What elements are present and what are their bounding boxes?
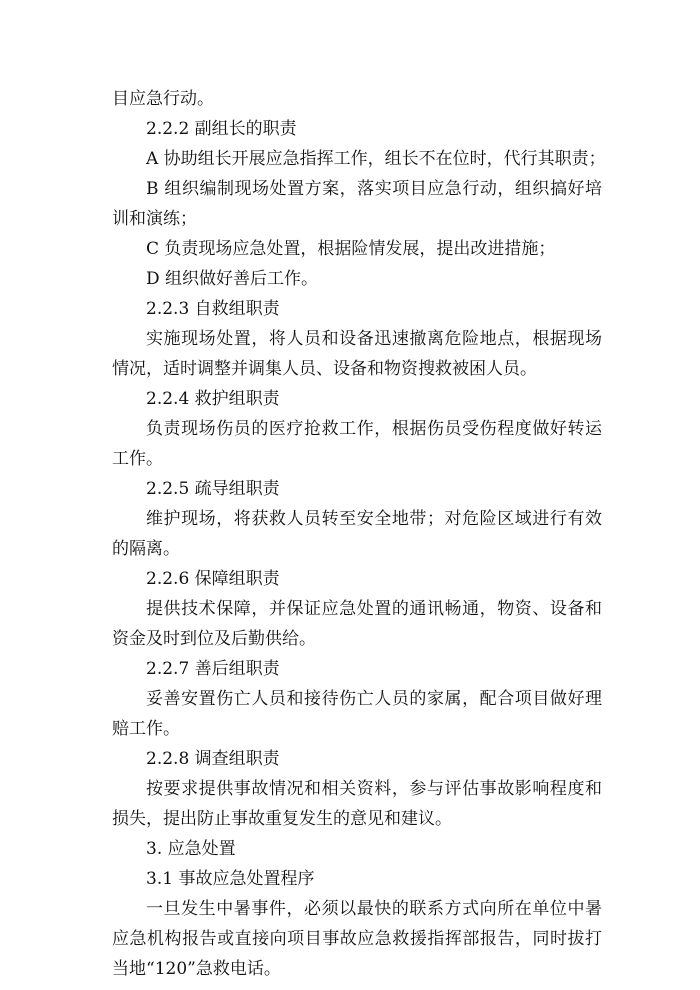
text-line: 实施现场处置，将人员和设备迅速撤离危险地点，根据现场 xyxy=(146,329,602,349)
text-line: 负责现场伤员的医疗抢救工作，根据伤员受伤程度做好转运 xyxy=(146,419,602,439)
text-line: 训和演练； xyxy=(112,209,197,229)
section-heading: 3.1 事故应急处置程序 xyxy=(146,869,315,889)
section-heading: 2.2.6 保障组职责 xyxy=(146,569,280,589)
text-line: C 负责现场应急处置，根据险情发展，提出改进措施； xyxy=(146,239,556,259)
text-line: 目应急行动。 xyxy=(112,89,214,109)
section-heading: 2.2.5 疏导组职责 xyxy=(146,479,280,499)
text-line: 情况，适时调整并调集人员、设备和物资搜救被困人员。 xyxy=(112,359,537,379)
text-line: 应急机构报告或直接向项目事故应急救援指挥部报告，同时拔打 xyxy=(112,929,602,949)
text-line: 工作。 xyxy=(112,449,163,469)
text-line: B 组织编制现场处置方案，落实项目应急行动，组织搞好培 xyxy=(146,179,602,199)
document-body xyxy=(112,84,606,984)
text-line: A 协助组长开展应急指挥工作，组长不在位时，代行其职责； xyxy=(146,149,606,169)
section-heading: 2.2.7 善后组职责 xyxy=(146,659,280,679)
text-line: 一旦发生中暑事件，必须以最快的联系方式向所在单位中暑 xyxy=(146,899,602,919)
text-line: 按要求提供事故情况和相关资料，参与评估事故影响程度和 xyxy=(146,779,602,799)
section-heading: 2.2.4 救护组职责 xyxy=(146,389,280,409)
text-line: 维护现场，将获救人员转至安全地带；对危险区域进行有效 xyxy=(146,509,602,529)
text-line: 资金及时到位及后勤供给。 xyxy=(112,629,316,649)
section-heading: 2.2.3 自救组职责 xyxy=(146,299,280,319)
text-line: D 组织做好善后工作。 xyxy=(146,269,319,289)
text-line: 妥善安置伤亡人员和接待伤亡人员的家属，配合项目做好理 xyxy=(146,689,602,709)
text-line: 赔工作。 xyxy=(112,719,180,739)
text-line: 提供技术保障，并保证应急处置的通讯畅通，物资、设备和 xyxy=(146,599,602,619)
section-heading: 2.2.2 副组长的职责 xyxy=(146,119,297,139)
section-heading: 3. 应急处置 xyxy=(146,839,236,859)
section-heading: 2.2.8 调查组职责 xyxy=(146,749,280,769)
text-line: 当地“120”急救电话。 xyxy=(112,959,281,979)
text-line: 的隔离。 xyxy=(112,539,180,559)
text-line: 损失，提出防止事故重复发生的意见和建议。 xyxy=(112,809,452,829)
